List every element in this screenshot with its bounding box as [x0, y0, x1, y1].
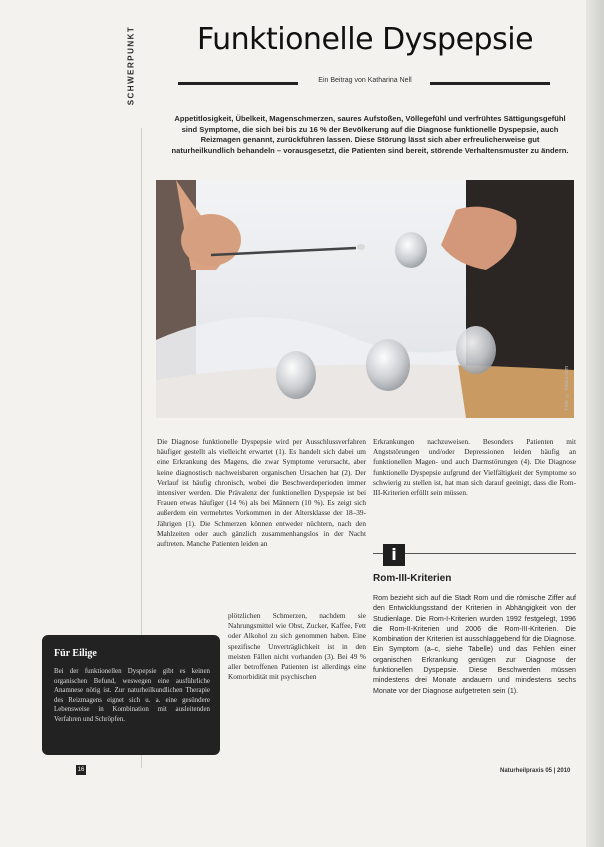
byline-rule-right	[430, 82, 550, 85]
section-label: SCHWERPUNKT	[126, 25, 136, 106]
info-box-title: Rom-III-Kriterien	[373, 573, 452, 584]
lead-paragraph: Appetitlosigkeit, Übelkeit, Magenschmerzen, saures Aufstoßen, Völlegefühl und verfrühtes Sättigungsgefühl sind Symptome, die sich bei bis zu 16 % der Bevölkerung auf die Diagnose funktionelle Dyspepsie, auch Reizmagen genannt, zurückführen lassen. Diese Störung lässt sich aber erfreulicherweise gut naturheilkundlich behandeln – vorausgesetzt, die Patienten sind bereit, störende Verhaltensmuster zu ändern.	[171, 114, 569, 155]
cupping-photo	[156, 180, 574, 418]
body-column-2: Erkrankungen nachzuweisen. Besonders Patienten mit Angststörungen und/oder Depressionen leiden häufig an funktionellen Magen- und auch Darmstörungen (4). Die Diagnose funktionelle Dyspepsie aufgrund der Vielfältigkeit der Symptome so schwierig zu stellen ist, hat man sich darauf geeinigt, dass die Rom-III-Kriterien erfüllt sein müssen.	[373, 437, 576, 498]
photo-credit: Foto: © fotolia.com	[564, 365, 570, 410]
summary-box-text: Bei der funktionellen Dyspepsie gibt es keinen organischen Befund, weswegen eine ausführliche Anamnese nötig ist. Zur naturheilkundlichen Therapie des Reizmagens eignet sich u. a. eine gesündere Lebensweise in Kombination mit ausleitenden Verfahren und Schröpfen.	[54, 668, 210, 723]
cupping-illustration	[156, 180, 574, 418]
page-number: 16	[77, 767, 85, 773]
page-edge-shadow	[586, 0, 604, 847]
byline: Ein Beitrag von Katharina Nell	[318, 77, 412, 84]
article-title: Funktionelle Dyspepsie	[196, 22, 534, 57]
byline-row	[178, 77, 550, 89]
info-icon: i	[383, 544, 405, 566]
body-column-1: Die Diagnose funktionelle Dyspepsie wird per Ausschlussverfahren häufiger gestellt als vielleicht erwartet (1). Es handelt sich dabei um eine Erkrankung des Magens, die zwar Symptome verursacht, aber keine diagnostisch nachweisbaren organischen Ursachen hat (2). Der Verlauf ist häufig chronisch, wobei die Beschwerdeperioden immer intensiver werden. Die Prävalenz der funktionellen Dyspepsie ist bei Frauen etwas häufiger (14 %) als bei Männern (10 %). Es zeigt sich außerdem ein vermehrtes Vorkommen in der Altersklasse der 18–39-Jährigen (1). Die Schmerzen können entweder nüchtern, nach den Mahlzeiten oder auch gänzlich zusammenhangslos in der Nacht auftreten. Manche Patienten leiden an	[157, 437, 366, 549]
summary-box-title: Für Eilige	[54, 648, 97, 659]
info-box-text: Rom bezieht sich auf die Stadt Rom und die römische Ziffer auf den Entwicklungsstand der Kriterien in Abhängigkeit von der Studienlage. Die Rom-I-Kriterien wurden 1992 festgelegt, 1996 die Rom-II-Kriterien und 2006 die Rom-III-Kriterien. Die Kombination der Kriterien ist ausschlaggebend für die Diagnose. Ein Symptom (a–c, siehe Tabelle) und das Fehlen einer organischen Erkrankung genügen zur Diagnose der funktionellen Dyspepsie. Diese Beschwerden müssen mindestens drei Monate andauern und mindestens sechs Monate vor der Diagnose aufgetreten sein (1).	[373, 594, 576, 695]
body-column-1-continued: plötzlichen Schmerzen, nachdem sie Nahrungsmittel wie Obst, Zucker, Kaffee, Fett oder Alkohol zu sich genommen haben. Eine spezifische Unverträglichkeit ist in den meisten Fällen nicht vorhanden (3). Bei 49 % aller betroffenen Patienten ist allerdings eine Komorbidität mit psychischen	[228, 611, 366, 682]
byline-rule-left	[178, 82, 298, 85]
footer-issue: Naturheilpraxis 05 | 2010	[500, 768, 571, 774]
summary-box	[42, 635, 220, 755]
